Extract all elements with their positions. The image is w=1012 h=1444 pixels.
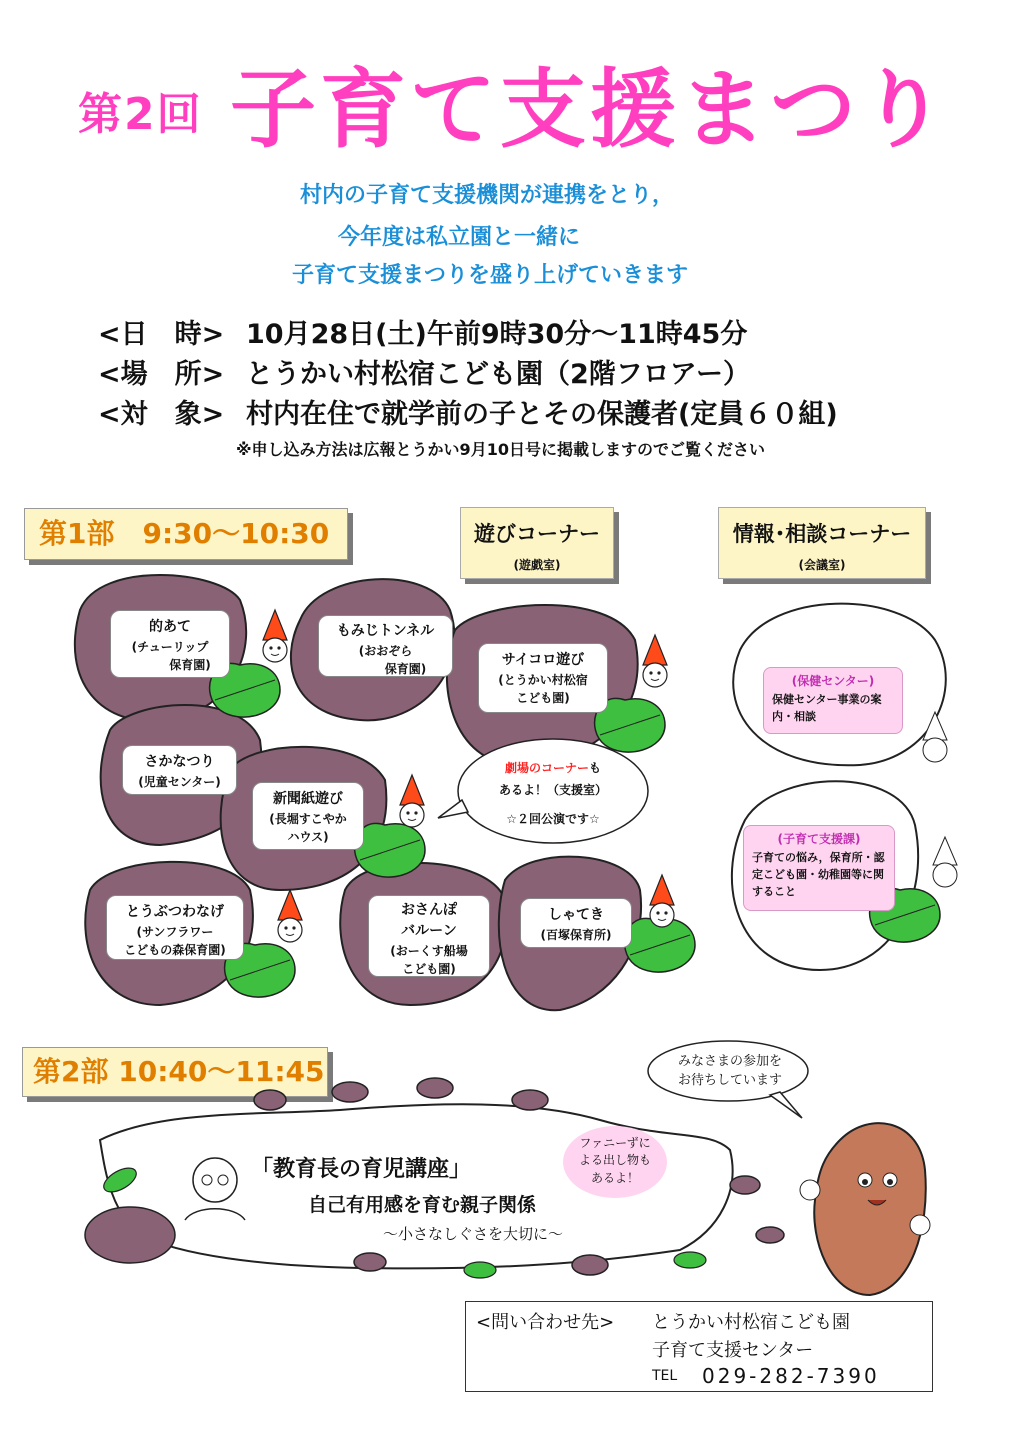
booth-org: (とうかい村松宿 xyxy=(498,673,588,687)
edition-label: 第2回 xyxy=(78,89,203,140)
booth-label xyxy=(110,610,230,678)
booth-name: バルーン xyxy=(401,923,457,939)
booth-name: 的あて xyxy=(149,619,191,635)
play-corner-room: (遊戯室) xyxy=(513,558,561,572)
application-note: ※申し込み方法は広報とうかい9月10日号に掲載しますのでご覧ください xyxy=(236,440,765,459)
welcome-bubble xyxy=(660,1053,800,1091)
booth-org: (チューリップ xyxy=(131,640,209,654)
target-value: 村内在住で就学前の子とその保護者(定員６０組) xyxy=(246,399,838,430)
booth-name: しゃてき xyxy=(548,907,604,923)
booth-name: 新聞紙遊び xyxy=(273,791,343,807)
booth-org: 保育園) xyxy=(384,662,427,676)
booth-label xyxy=(368,895,490,977)
place-label: <場 所> xyxy=(98,359,225,390)
funny-bubble xyxy=(570,1135,660,1187)
theater-bubble xyxy=(470,758,636,831)
health-center-title: (保健センター) xyxy=(791,674,875,688)
intro-line-2: 今年度は私立園と一緒に xyxy=(338,225,581,250)
support-section-box xyxy=(743,825,895,911)
support-section-body: 子育ての悩み，保育所・認定こども園・幼稚園等に関すること xyxy=(752,850,885,898)
booth-label xyxy=(478,643,608,713)
funny-text: ファニーずに xyxy=(579,1136,651,1150)
theater-highlight: 劇場のコーナー xyxy=(504,761,589,775)
booth-org: 保育園) xyxy=(169,658,211,672)
booth-org: こどもの森保育園) xyxy=(124,943,226,957)
booth-label xyxy=(122,745,237,795)
welcome-text: お待ちしています xyxy=(677,1072,782,1088)
contact-box xyxy=(465,1301,933,1392)
lecture-title: 「教育長の育児講座」 xyxy=(251,1157,472,1182)
booth-name: とうぶつわなげ xyxy=(126,904,224,920)
intro-line-3: 子育て支援まつりを盛り上げていきます xyxy=(292,263,689,288)
booth-label xyxy=(106,895,244,960)
part2-banner: 第2部 10:40〜11:45 xyxy=(22,1047,328,1097)
booth-org: (おーくす船場 xyxy=(390,944,468,958)
booth-org: こども園) xyxy=(516,691,570,705)
booth-label xyxy=(318,615,453,677)
booth-org: ハウス) xyxy=(287,830,329,844)
funny-text: あるよ！ xyxy=(590,1170,639,1185)
booth-label xyxy=(252,782,364,850)
part1-banner: 第1部 9:30〜10:30 xyxy=(24,508,348,560)
health-center-body: 保健センター事業の案内・相談 xyxy=(772,692,882,723)
health-center-box xyxy=(763,667,903,734)
booth-org: こども園) xyxy=(402,962,456,976)
booth-org: (長堀すこやか xyxy=(269,812,347,826)
lecture-subtitle: 自己有用感を育む親子関係 xyxy=(308,1194,537,1216)
booth-name: もみじトンネル xyxy=(336,623,435,639)
vine-frame-illustration xyxy=(80,1040,980,1300)
tel-label: TEL xyxy=(652,1368,678,1384)
info-corner-title: 情報･相談コーナー xyxy=(732,522,912,546)
page-title: 子育て支援まつり xyxy=(230,60,950,160)
theater-text: ☆２回公演です☆ xyxy=(506,812,600,827)
contact-org-1: とうかい村松宿こども園 xyxy=(652,1312,850,1333)
contact-label: <問い合わせ先> xyxy=(476,1312,615,1333)
welcome-text: みなさまの参加を xyxy=(677,1054,782,1069)
play-corner-title: 遊びコーナー xyxy=(474,522,600,546)
target-label: <対 象> xyxy=(98,399,225,430)
booth-org: (サンフラワー xyxy=(136,925,214,939)
booth-org: (児童センター) xyxy=(138,775,221,789)
booth-label xyxy=(520,898,632,948)
funny-text: よる出し物も xyxy=(578,1153,651,1168)
booth-name: おさんぽ xyxy=(401,902,457,918)
support-section-title: (子育て支援課) xyxy=(777,832,861,846)
booth-org: (おおぞら xyxy=(358,644,413,658)
date-value: 10月28日(土)午前9時30分〜11時45分 xyxy=(246,319,748,350)
theater-text: あるよ！（支援室） xyxy=(498,782,607,797)
place-value: とうかい村松宿こども園（2階フロアー） xyxy=(246,359,750,390)
booth-org: (百塚保育所) xyxy=(540,928,612,942)
contact-org-2: 子育て支援センター xyxy=(652,1340,814,1361)
lecture-subtitle-2: 〜小さなしぐさを大切に〜 xyxy=(383,1225,564,1243)
tel-number[interactable]: 029-282-7390 xyxy=(702,1364,880,1388)
info-corner-room: (会議室) xyxy=(798,558,846,572)
intro-line-1: 村内の子育て支援機関が連携をとり， xyxy=(300,183,675,208)
booth-name: さかなつり xyxy=(144,754,215,770)
booth-name: サイコロ遊び xyxy=(501,652,585,668)
theater-text: も xyxy=(589,761,602,775)
date-label: <日 時> xyxy=(98,319,225,350)
